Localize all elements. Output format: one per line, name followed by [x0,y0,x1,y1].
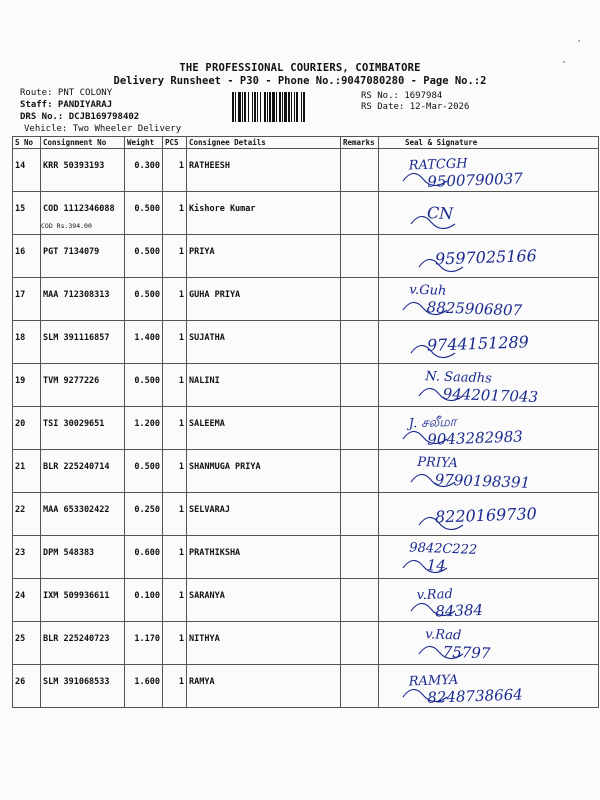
consignment-no-text: COD 1112346088 [43,204,115,214]
row-pcs: 1 [163,579,187,622]
row-sno: 22 [13,493,41,536]
barcode-bar [305,92,306,122]
consignment-no-text: KRR 50393193 [43,161,105,171]
row-remarks [341,364,379,407]
row-consignee: NITHYA [187,622,341,665]
handwritten-signature [379,235,597,278]
col-sno: S No [13,137,41,149]
table-header-row [13,137,599,149]
consignment-no-text: PGT 7134079 [43,247,100,257]
row-pcs: 1 [163,278,187,321]
row-remarks [341,450,379,493]
row-signature [379,665,599,708]
table-row [13,493,599,536]
row-weight: 1.400 [125,321,163,364]
row-weight: 0.100 [125,579,163,622]
signature-ink: v.Guh8825906807 [409,282,523,320]
row-pcs: 1 [163,407,187,450]
table-row [13,364,599,407]
row-weight: 0.600 [125,536,163,579]
row-weight: 1.200 [125,407,163,450]
row-remarks [341,149,379,192]
row-consignee: RAMYA [187,665,341,708]
table-row [13,321,599,364]
row-consignee: Kishore Kumar [187,192,341,235]
row-consignee: SELVARAJ [187,493,341,536]
row-signature [379,450,599,493]
row-remarks [341,622,379,665]
handwritten-signature [379,536,597,579]
vehicle-label: Vehicle: Two Wheeler Delivery [24,124,182,134]
row-consignee: SARANYA [187,579,341,622]
row-pcs: 1 [163,235,187,278]
row-weight: 1.600 [125,665,163,708]
row-consignment-no [41,149,125,192]
row-consignee: GUHA PRIYA [187,278,341,321]
col-consignment: Consignment No [41,137,125,149]
handwritten-signature [379,622,597,665]
signature-ink: 9842C22214 [409,540,478,575]
runsheet-table [12,136,599,708]
row-pcs: 1 [163,364,187,407]
row-consignee: SUJATHA [187,321,341,364]
row-weight: 0.250 [125,493,163,536]
row-sno: 14 [13,149,41,192]
table-row [13,536,599,579]
handwritten-signature [379,192,597,235]
row-consignee: PRATHIKSHA [187,536,341,579]
signature-ink: 9744151289 [426,332,530,355]
row-consignment-no [41,278,125,321]
handwritten-signature [379,149,597,192]
handwritten-signature [379,450,597,493]
row-weight: 0.500 [125,192,163,235]
consignment-no-text: TVM 9277226 [43,376,100,386]
col-remarks: Remarks [341,137,379,149]
row-signature [379,278,599,321]
cod-amount: COD Rs.394.00 [41,222,92,230]
row-sno: 25 [13,622,41,665]
handwritten-signature [379,493,597,536]
table-row [13,192,599,235]
consignment-no-text: BLR 225240714 [43,462,110,472]
row-consignment-no [41,622,125,665]
consignment-no-text: IXM 509936611 [43,591,110,601]
row-consignment-no [41,665,125,708]
rs-barcode [232,92,356,122]
row-sno: 20 [13,407,41,450]
consignment-no-text: SLM 391068533 [43,677,110,687]
signature-ink: 8220169730 [434,503,538,527]
row-weight: 0.500 [125,450,163,493]
scan-speck [578,40,580,42]
row-remarks [341,192,379,235]
row-signature [379,321,599,364]
row-pcs: 1 [163,493,187,536]
company-title: THE PROFESSIONAL COURIERS, COIMBATORE [179,62,421,74]
col-pcs: PCS [163,137,187,149]
row-pcs: 1 [163,536,187,579]
table-row [13,407,599,450]
row-weight: 0.500 [125,364,163,407]
row-pcs: 1 [163,149,187,192]
consignment-no-text: MAA 712308313 [43,290,110,300]
row-weight: 0.300 [125,149,163,192]
col-weight: Weight [125,137,163,149]
row-signature [379,235,599,278]
row-signature [379,192,599,235]
row-signature [379,579,599,622]
row-signature [379,622,599,665]
row-remarks [341,321,379,364]
signature-ink: RATCGH9500790037 [408,156,524,191]
row-sno: 24 [13,579,41,622]
signature-ink: v.Rad84384 [416,586,484,621]
row-sno: 19 [13,364,41,407]
row-sno: 17 [13,278,41,321]
row-remarks [341,493,379,536]
handwritten-signature [379,665,597,708]
row-consignee: SHANMUGA PRIYA [187,450,341,493]
rs-date: RS Date: 12-Mar-2026 [361,102,470,112]
row-consignee: SALEEMA [187,407,341,450]
runsheet-subtitle: Delivery Runsheet - P30 - Phone No.:9047080280 - Page No.:2 [113,75,487,87]
row-remarks [341,536,379,579]
row-consignment-no [41,450,125,493]
row-consignment-no [41,493,125,536]
row-remarks [341,407,379,450]
scan-speck [563,61,565,63]
consignment-no-text: MAA 653302422 [43,505,110,515]
row-signature [379,407,599,450]
table-row [13,450,599,493]
table-row [13,235,599,278]
col-consignee: Consignee Details [187,137,341,149]
signature-ink: v.Rad75797 [425,627,491,663]
route-label: Route: PNT COLONY [20,88,113,98]
signature-ink: J. சலீமா9043282983 [408,414,524,449]
signature-ink: PRIYA9790198391 [417,454,531,492]
row-pcs: 1 [163,450,187,493]
handwritten-signature [379,278,597,321]
row-pcs: 1 [163,622,187,665]
signature-ink: 9597025166 [434,245,538,269]
row-consignee: PRIYA [187,235,341,278]
row-consignment-no [41,192,125,235]
row-sno: 16 [13,235,41,278]
row-signature [379,149,599,192]
row-sno: 18 [13,321,41,364]
staff-label: Staff: PANDIYARAJ [20,100,113,110]
consignment-no-text: DPM 548383 [43,548,95,558]
table-row [13,149,599,192]
table-row [13,278,599,321]
row-weight: 0.500 [125,278,163,321]
row-consignee: RATHEESH [187,149,341,192]
row-consignment-no [41,321,125,364]
drs-number: DRS No.: DCJB169798402 [20,112,140,122]
handwritten-signature [379,407,597,450]
row-consignment-no [41,407,125,450]
row-signature [379,364,599,407]
row-sno: 23 [13,536,41,579]
row-pcs: 1 [163,192,187,235]
row-sno: 15 [13,192,41,235]
table-row [13,579,599,622]
signature-ink: N. Saadhs9442017043 [425,369,539,407]
signature-ink: CN [426,203,454,224]
table-row [13,622,599,665]
consignment-no-text: SLM 391116857 [43,333,110,343]
row-weight: 0.500 [125,235,163,278]
col-seal-signature: Seal & Signature [379,137,599,149]
row-sno: 26 [13,665,41,708]
row-pcs: 1 [163,321,187,364]
row-signature [379,536,599,579]
row-remarks [341,235,379,278]
row-sno: 21 [13,450,41,493]
handwritten-signature [379,364,597,407]
row-consignment-no [41,579,125,622]
row-consignee: NALINI [187,364,341,407]
consignment-no-text: BLR 225240723 [43,634,110,644]
row-signature [379,493,599,536]
row-consignment-no [41,235,125,278]
consignment-no-text: TSI 30029651 [43,419,105,429]
rs-number: RS No.: 1697984 [361,91,443,101]
row-remarks [341,665,379,708]
handwritten-signature [379,321,597,364]
table-row [13,665,599,708]
row-remarks [341,278,379,321]
row-remarks [341,579,379,622]
row-consignment-no [41,364,125,407]
row-consignment-no [41,536,125,579]
signature-ink: RAMYA8248738664 [408,672,524,707]
row-weight: 1.170 [125,622,163,665]
handwritten-signature [379,579,597,622]
row-pcs: 1 [163,665,187,708]
